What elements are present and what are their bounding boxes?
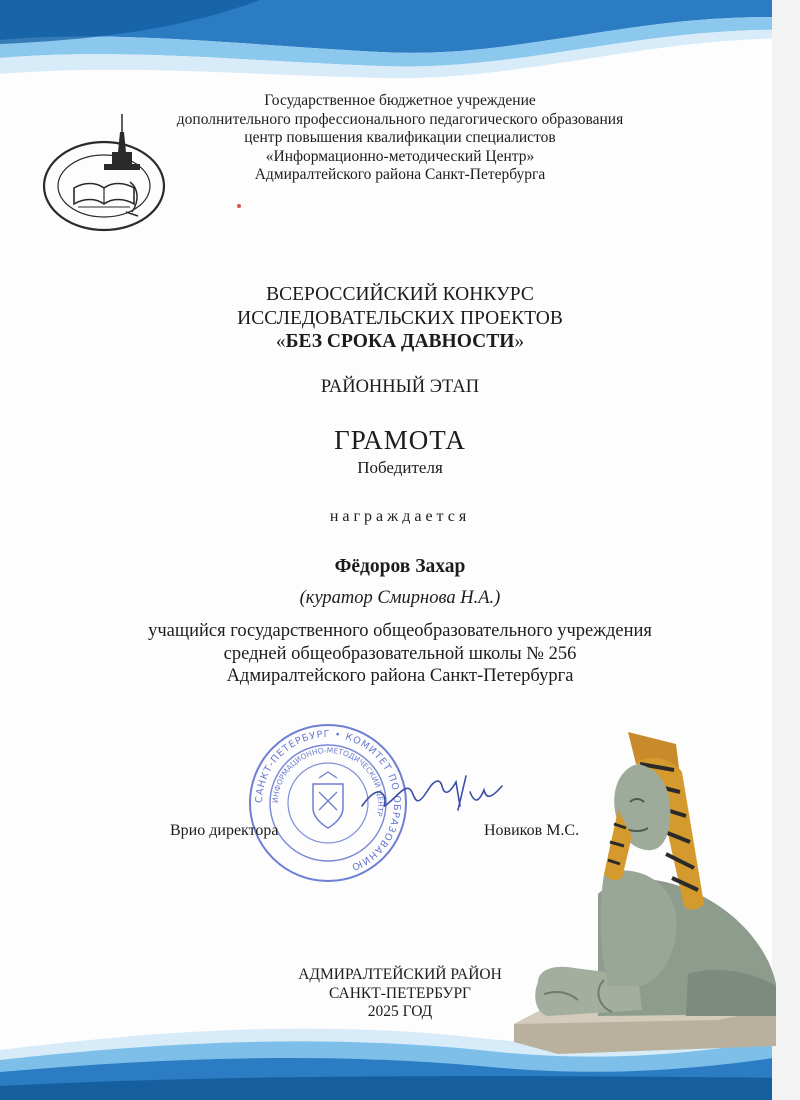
- stamp-inner-text: ИНФОРМАЦИОННО-МЕТОДИЧЕСКИЙ ЦЕНТР: [270, 745, 386, 818]
- institution-line-1: Государственное бюджетное учреждение: [264, 92, 536, 109]
- institution-line-2: дополнительного профессионального педагогического образования: [176, 110, 624, 128]
- signatory-name: Новиков М.С.: [484, 822, 580, 839]
- diploma-subtitle: Победителя: [357, 458, 443, 477]
- contest-line-2: ИССЛЕДОВАТЕЛЬСКИХ ПРОЕКТОВ: [237, 307, 563, 329]
- contest-title: [100, 283, 700, 354]
- footer-line-1: АДМИРАЛТЕЙСКИЙ РАЙОН: [298, 966, 502, 983]
- institution-header: [130, 92, 670, 185]
- contest-line-1: ВСЕРОССИЙСКИЙ КОНКУРС: [266, 284, 534, 305]
- director-signature: [358, 762, 508, 820]
- footer-line-2: САНКТ-ПЕТЕРБУРГ: [328, 984, 472, 1002]
- school-line-2: средней общеобразовательной школы № 256: [223, 643, 577, 664]
- red-mark: [237, 204, 241, 208]
- scan-edge: [772, 0, 800, 1100]
- recipient-curator: (куратор Смирнова Н.А.): [299, 588, 501, 608]
- footer-year: 2025 ГОД: [367, 1003, 433, 1020]
- institution-line-4: «Информационно-методический Центр»: [265, 147, 535, 165]
- institution-line-5: Адмиралтейского района Санкт-Петербурга: [254, 166, 546, 183]
- school-line-3: Адмиралтейского района Санкт-Петербурга: [226, 666, 574, 686]
- contest-name: «БЕЗ СРОКА ДАВНОСТИ»: [275, 331, 525, 352]
- school-line-1: учащийся государственного общеобразовательного учреждения: [148, 621, 652, 641]
- stamp-outer-text: САНКТ-ПЕТЕРБУРГ • КОМИТЕТ ПО ОБРАЗОВАНИЮ: [253, 728, 403, 873]
- institution-line-3: центр повышения квалификации специалистов: [244, 129, 556, 146]
- recipient-school: [80, 620, 720, 688]
- footer-location: [200, 966, 600, 1022]
- stage-label: РАЙОННЫЙ ЭТАП: [320, 377, 480, 397]
- recipient-name: Фёдоров Захар: [334, 556, 466, 577]
- diploma-title: ГРАМОТА: [334, 425, 466, 455]
- awarded-label: награждается: [329, 508, 471, 525]
- signatory-role: Врио директора: [170, 822, 279, 839]
